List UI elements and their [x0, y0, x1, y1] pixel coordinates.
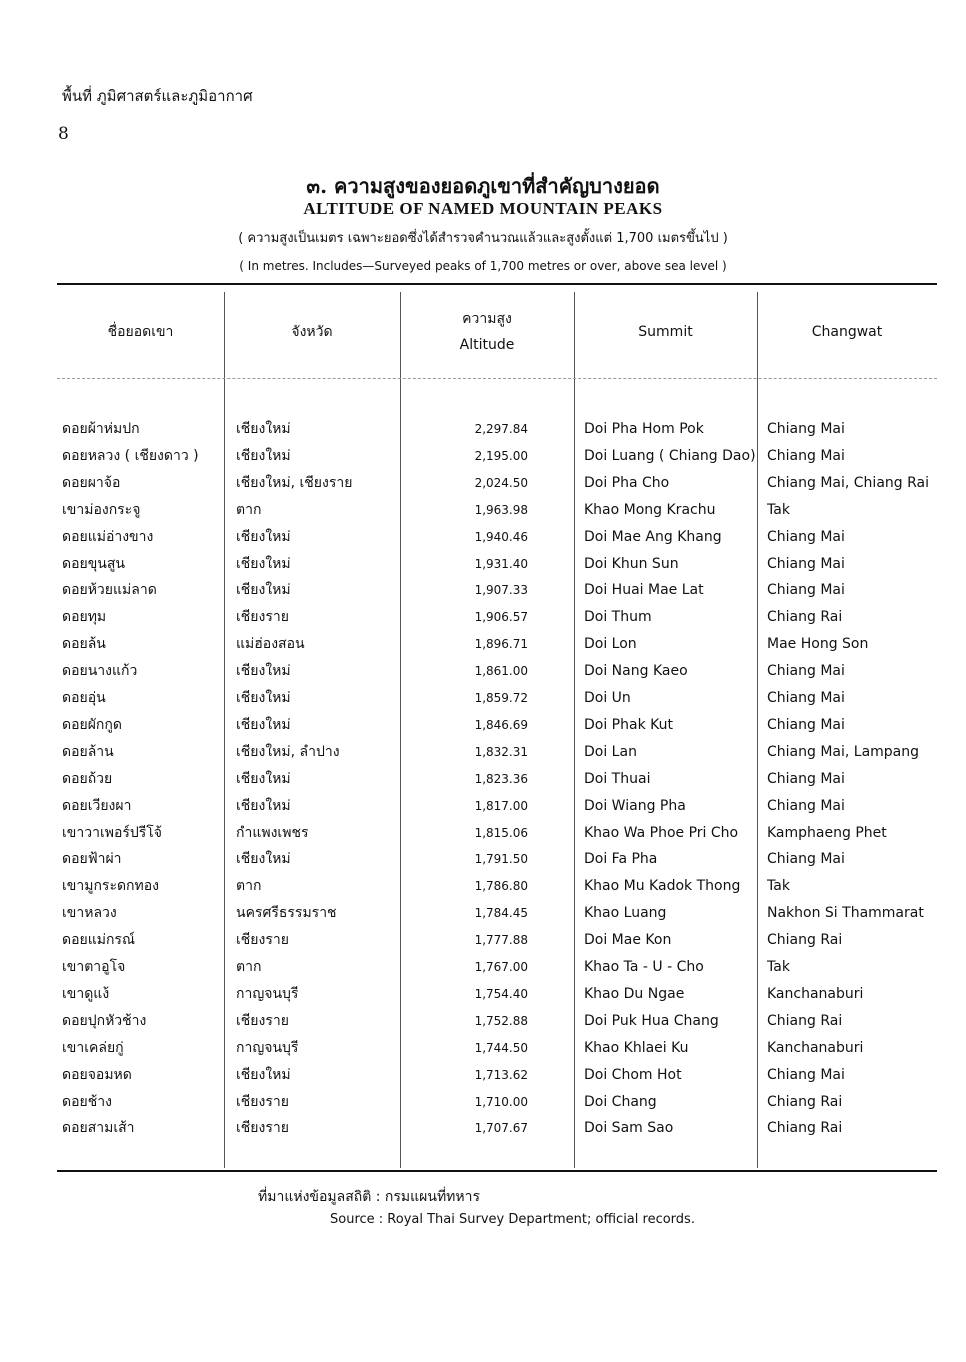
- cell-altitude: 1,931.40: [474, 556, 528, 571]
- table-row: [0, 1035, 966, 1061]
- cell-province-thai: เชียงใหม่: [236, 528, 291, 545]
- cell-summit: Doi Thum: [584, 609, 652, 626]
- table-note-english: ( In metres. Includes—Surveyed peaks of 1,700 metres or over, above sea level ): [239, 259, 727, 273]
- cell-summit: Khao Khlaei Ku: [584, 1039, 689, 1056]
- cell-changwat: Chiang Mai: [767, 851, 845, 868]
- header-label: Changwat: [811, 324, 883, 340]
- cell-province-thai: เชียงราย: [236, 1012, 289, 1029]
- cell-name-thai: ดอยห้วยแม่ลาด: [62, 582, 157, 599]
- header-label: ชื่อยอดเขา: [107, 324, 174, 340]
- cell-province-thai: กำแพงเพชร: [236, 824, 309, 841]
- table-row: [0, 766, 966, 792]
- cell-summit: Khao Ta - U - Cho: [584, 959, 704, 975]
- cell-summit: Doi Chang: [584, 1093, 657, 1110]
- column-header-summit: [574, 292, 757, 372]
- cell-altitude: 1,754.40: [474, 986, 528, 1001]
- cell-altitude: 1,940.46: [474, 529, 528, 544]
- cell-province-thai: เชียงใหม่: [236, 555, 291, 572]
- column-header-changwat: [757, 292, 937, 372]
- table-row: [0, 497, 966, 523]
- cell-name-thai: ดอยสามเส้า: [62, 1120, 135, 1137]
- cell-summit: Doi Lan: [584, 743, 637, 760]
- cell-province-thai: แม่ฮ่องสอน: [236, 636, 305, 653]
- column-header-name-thai: [57, 292, 224, 372]
- table-row: [0, 793, 966, 819]
- column-header-province-thai: [224, 292, 400, 372]
- cell-summit: Khao Mu Kadok Thong: [584, 878, 741, 895]
- cell-name-thai: เขาตาอูโจ: [62, 959, 126, 975]
- cell-altitude: 1,777.88: [474, 933, 528, 948]
- cell-summit: Doi Khun Sun: [584, 555, 679, 572]
- table-row: [0, 1062, 966, 1088]
- cell-changwat: Mae Hong Son: [767, 636, 869, 653]
- cell-name-thai: เขาวาเพอร์ปรีโจ้: [62, 824, 163, 841]
- table-row: [0, 739, 966, 765]
- cell-province-thai: เชียงใหม่: [236, 1066, 291, 1083]
- cell-name-thai: ดอยผ้าห่มปก: [62, 421, 140, 437]
- cell-altitude: 1,791.50: [474, 852, 528, 867]
- cell-summit: Doi Sam Sao: [584, 1120, 674, 1137]
- cell-altitude: 1,786.80: [474, 879, 528, 894]
- cell-changwat: Kamphaeng Phet: [767, 824, 887, 841]
- cell-province-thai: เชียงใหม่: [236, 716, 291, 733]
- table-row: [0, 954, 966, 980]
- table-row: [0, 712, 966, 738]
- table-top-rule: [57, 283, 937, 285]
- cell-changwat: Chiang Mai: [767, 555, 845, 572]
- cell-altitude: 1,861.00: [474, 664, 528, 679]
- cell-name-thai: เขาเคล่ยกู่: [62, 1039, 124, 1056]
- table-row: [0, 900, 966, 926]
- cell-name-thai: ดอยขุนสูน: [62, 555, 125, 572]
- cell-summit: Khao Du Ngae: [584, 985, 685, 1002]
- cell-name-thai: ดอยทุม: [62, 609, 107, 626]
- cell-altitude: 1,846.69: [474, 717, 528, 732]
- cell-changwat: Tak: [767, 959, 790, 975]
- cell-province-thai: เชียงราย: [236, 1093, 289, 1110]
- cell-name-thai: ดอยช้าง: [62, 1093, 112, 1110]
- cell-changwat: Kanchanaburi: [767, 985, 864, 1002]
- cell-altitude: 1,859.72: [474, 691, 528, 705]
- cell-altitude: 1,707.67: [474, 1121, 528, 1136]
- cell-name-thai: ดอยฟ้าผ่า: [62, 851, 122, 868]
- cell-altitude: 1,817.00: [474, 798, 528, 813]
- cell-province-thai: กาญจนบุรี: [236, 1039, 299, 1056]
- header-label: Summit: [638, 324, 693, 340]
- cell-province-thai: เชียงใหม่: [236, 797, 291, 814]
- table-row: [0, 685, 966, 711]
- cell-altitude: 1,784.45: [474, 906, 528, 921]
- cell-province-thai: เชียงใหม่: [236, 663, 291, 680]
- cell-summit: Doi Nang Kaeo: [584, 663, 688, 680]
- cell-changwat: Chiang Mai: [767, 716, 845, 733]
- cell-altitude: 1,752.88: [474, 1013, 528, 1028]
- table-row: [0, 470, 966, 496]
- cell-province-thai: ตาก: [236, 501, 262, 518]
- table-row: [0, 604, 966, 630]
- table-title-english: ALTITUDE OF NAMED MOUNTAIN PEAKS: [303, 199, 663, 218]
- cell-name-thai: ดอยปุกหัวช้าง: [62, 1012, 147, 1029]
- cell-summit: Khao Mong Krachu: [584, 501, 716, 518]
- cell-changwat: Tak: [767, 878, 790, 895]
- cell-changwat: Chiang Mai: [767, 770, 845, 787]
- cell-changwat: Chiang Rai: [767, 1093, 843, 1110]
- cell-name-thai: เขาดูแง้: [62, 985, 110, 1002]
- cell-changwat: Chiang Mai: [767, 528, 845, 545]
- cell-name-thai: ดอยล้าน: [62, 743, 114, 760]
- cell-province-thai: เชียงราย: [236, 609, 289, 626]
- cell-summit: Doi Mae Kon: [584, 932, 672, 949]
- cell-altitude: 1,710.00: [474, 1094, 528, 1109]
- header-label-thai: ความสูง: [462, 311, 512, 327]
- cell-altitude: 1,767.00: [474, 960, 528, 974]
- table-row: [0, 631, 966, 657]
- table-row: [0, 927, 966, 953]
- cell-name-thai: ดอยจอมหด: [62, 1066, 132, 1083]
- cell-summit: Doi Thuai: [584, 770, 651, 787]
- cell-summit: Doi Phak Kut: [584, 716, 673, 733]
- cell-name-thai: ดอยถ้วย: [62, 770, 113, 787]
- cell-changwat: Chiang Mai: [767, 447, 845, 464]
- cell-altitude: 1,963.98: [474, 502, 528, 517]
- cell-summit: Doi Luang ( Chiang Dao): [584, 447, 756, 464]
- table-note-thai: ( ความสูงเป็นเมตร เฉพาะยอดซึ่งได้สำรวจคำนวณแล้วและสูงตั้งแต่ 1,700 เมตรขึ้นไป ): [238, 231, 728, 246]
- table-row: [0, 981, 966, 1007]
- cell-summit: Doi Un: [584, 690, 631, 706]
- table-row: [0, 416, 966, 442]
- cell-altitude: 1,832.31: [474, 744, 528, 759]
- cell-name-thai: เขาม่องกระจู: [62, 501, 141, 518]
- cell-name-thai: ดอยหลวง ( เชียงดาว ): [62, 447, 199, 464]
- cell-name-thai: ดอยแม่อ่างขาง: [62, 528, 154, 545]
- table-row: [0, 1008, 966, 1034]
- table-row: [0, 524, 966, 550]
- cell-altitude: 2,024.50: [474, 475, 528, 490]
- cell-summit: Doi Pha Hom Pok: [584, 421, 704, 437]
- cell-changwat: Kanchanaburi: [767, 1039, 864, 1056]
- running-header: พื้นที่ ภูมิศาสตร์และภูมิอากาศ: [62, 87, 253, 105]
- cell-name-thai: ดอยผาจ้อ: [62, 474, 121, 491]
- cell-province-thai: นครศรีธรรมราช: [236, 905, 337, 922]
- cell-altitude: 1,713.62: [474, 1067, 528, 1082]
- table-row: [0, 551, 966, 577]
- cell-changwat: Chiang Rai: [767, 1120, 843, 1137]
- cell-name-thai: เขาหลวง: [62, 905, 117, 922]
- table-row: [0, 658, 966, 684]
- cell-name-thai: ดอยแม่กรณ์: [62, 932, 135, 949]
- table-row: [0, 846, 966, 872]
- cell-province-thai: เชียงใหม่, ลำปาง: [236, 743, 340, 760]
- cell-changwat: Chiang Mai: [767, 663, 845, 680]
- cell-province-thai: เชียงใหม่, เชียงราย: [236, 474, 353, 491]
- table-row: [0, 1089, 966, 1115]
- cell-changwat: Chiang Mai, Chiang Rai: [767, 474, 929, 491]
- cell-changwat: Nakhon Si Thammarat: [767, 905, 924, 922]
- cell-province-thai: กาญจนบุรี: [236, 985, 299, 1002]
- cell-changwat: Chiang Rai: [767, 609, 843, 626]
- cell-changwat: Chiang Mai: [767, 690, 845, 706]
- cell-summit: Khao Wa Phoe Pri Cho: [584, 824, 739, 841]
- cell-province-thai: เชียงราย: [236, 932, 289, 949]
- cell-summit: Doi Huai Mae Lat: [584, 582, 704, 599]
- cell-changwat: Tak: [767, 501, 790, 518]
- header-separator: [57, 378, 937, 379]
- cell-altitude: 1,906.57: [474, 610, 528, 625]
- page-number: 8: [58, 124, 69, 144]
- cell-name-thai: ดอยผักกูด: [62, 716, 122, 733]
- cell-province-thai: เชียงใหม่: [236, 851, 291, 868]
- cell-changwat: Chiang Mai: [767, 582, 845, 599]
- table-title-thai: ๓. ความสูงของยอดภูเขาที่สำคัญบางยอด: [306, 174, 660, 198]
- table-row: [0, 1115, 966, 1141]
- cell-altitude: 1,744.50: [474, 1040, 528, 1055]
- cell-summit: Doi Puk Hua Chang: [584, 1012, 719, 1029]
- cell-altitude: 2,195.00: [474, 448, 528, 463]
- cell-summit: Khao Luang: [584, 905, 667, 922]
- cell-summit: Doi Mae Ang Khang: [584, 528, 722, 545]
- source-thai: ที่มาแห่งข้อมูลสถิติ : กรมแผนที่ทหาร: [258, 1189, 481, 1205]
- cell-name-thai: เขามูกระดกทอง: [62, 878, 160, 895]
- cell-name-thai: ดอยนางแก้ว: [62, 663, 138, 680]
- cell-altitude: 1,823.36: [474, 771, 528, 786]
- cell-changwat: Chiang Mai, Lampang: [767, 743, 920, 760]
- cell-altitude: 1,907.33: [474, 583, 528, 598]
- cell-summit: Doi Fa Pha: [584, 851, 658, 868]
- cell-name-thai: ดอยล้น: [62, 636, 106, 653]
- cell-name-thai: ดอยอุ่น: [62, 690, 106, 706]
- table-row: [0, 873, 966, 899]
- cell-changwat: Chiang Rai: [767, 1012, 843, 1029]
- cell-name-thai: ดอยเวียงผา: [62, 797, 132, 814]
- cell-summit: Doi Chom Hot: [584, 1066, 682, 1083]
- source-english: Source : Royal Thai Survey Department; official records.: [330, 1212, 695, 1227]
- cell-province-thai: เชียงใหม่: [236, 421, 291, 437]
- cell-altitude: 2,297.84: [474, 422, 528, 436]
- cell-changwat: Chiang Mai: [767, 421, 845, 437]
- cell-province-thai: เชียงใหม่: [236, 582, 291, 599]
- cell-summit: Doi Pha Cho: [584, 474, 670, 491]
- cell-altitude: 1,896.71: [474, 637, 528, 652]
- cell-province-thai: เชียงใหม่: [236, 447, 291, 464]
- cell-altitude: 1,815.06: [474, 825, 528, 840]
- cell-summit: Doi Wiang Pha: [584, 797, 686, 814]
- table-row: [0, 820, 966, 846]
- header-label-english: Altitude: [459, 337, 515, 353]
- cell-province-thai: เชียงใหม่: [236, 690, 291, 706]
- table-bottom-rule: [57, 1170, 937, 1172]
- cell-province-thai: เชียงใหม่: [236, 770, 291, 787]
- cell-changwat: Chiang Mai: [767, 797, 845, 814]
- cell-province-thai: เชียงราย: [236, 1120, 289, 1137]
- cell-changwat: Chiang Mai: [767, 1066, 845, 1083]
- column-header-altitude: [400, 292, 574, 372]
- table-row: [0, 577, 966, 603]
- header-label: จังหวัด: [291, 324, 333, 340]
- cell-province-thai: ตาก: [236, 959, 262, 975]
- cell-summit: Doi Lon: [584, 636, 637, 653]
- cell-province-thai: ตาก: [236, 878, 262, 895]
- table-row: [0, 443, 966, 469]
- cell-changwat: Chiang Rai: [767, 932, 843, 949]
